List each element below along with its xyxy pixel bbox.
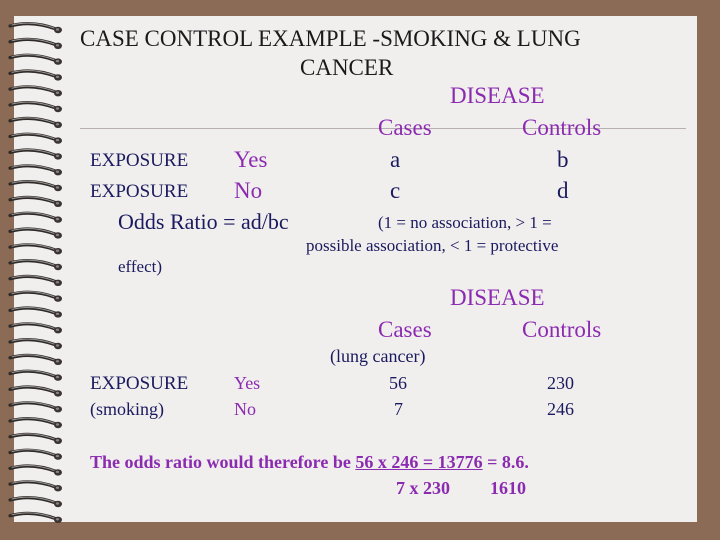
- controls-header-1: Controls: [522, 115, 602, 140]
- conclusion-eq2: = 8.6.: [482, 452, 529, 472]
- cell-a: a: [390, 147, 401, 172]
- cases-header-2: Cases: [378, 317, 432, 342]
- conclusion-line-1: [90, 453, 529, 471]
- exposure-label-no: EXPOSURE: [90, 181, 189, 202]
- exposure-label-yes: EXPOSURE: [90, 150, 189, 171]
- odds-ratio-formula: Odds Ratio = ad/bc: [118, 209, 289, 234]
- odds-ratio-note-1: (1 = no association, > 1 =: [378, 213, 552, 232]
- title-line-1: CASE CONTROL EXAMPLE -SMOKING & LUNG: [80, 26, 581, 51]
- controls-header-2: Controls: [522, 317, 602, 342]
- yes-label-2: Yes: [234, 373, 261, 393]
- disease-header-2: DISEASE: [450, 285, 545, 310]
- odds-ratio-note-2: possible association, < 1 = protective: [306, 236, 559, 255]
- cell-b: b: [557, 147, 569, 172]
- conclusion-prefix: The odds ratio would therefore be: [90, 452, 356, 472]
- no-label-2: No: [234, 399, 256, 419]
- conclusion-result-numerator: 13776: [437, 452, 483, 472]
- odds-ratio-note-3: effect): [118, 257, 163, 276]
- no-cases-value: 7: [394, 399, 403, 419]
- title-line-2: CANCER: [300, 55, 394, 80]
- no-controls-value: 246: [547, 399, 574, 419]
- conclusion-result-denominator: 1610: [490, 478, 526, 498]
- cell-d: d: [557, 178, 569, 203]
- conclusion-denominator: 7 x 230: [396, 478, 450, 498]
- conclusion-numerator: 56 x 246: [355, 452, 419, 472]
- cases-header-1: Cases: [378, 115, 432, 140]
- slide: [14, 16, 697, 522]
- exposure-label-2: EXPOSURE: [90, 373, 189, 394]
- cases-subheader: (lung cancer): [330, 346, 426, 366]
- cell-c: c: [390, 178, 401, 203]
- disease-header-1: DISEASE: [450, 83, 545, 108]
- exposure-value-yes: Yes: [234, 147, 268, 172]
- exposure-sub-label: (smoking): [90, 399, 164, 419]
- spiral-binding-icon: [8, 18, 64, 523]
- yes-controls-value: 230: [547, 373, 574, 393]
- conclusion-eq1: =: [418, 452, 438, 472]
- exposure-value-no: No: [234, 178, 263, 203]
- yes-cases-value: 56: [389, 373, 407, 393]
